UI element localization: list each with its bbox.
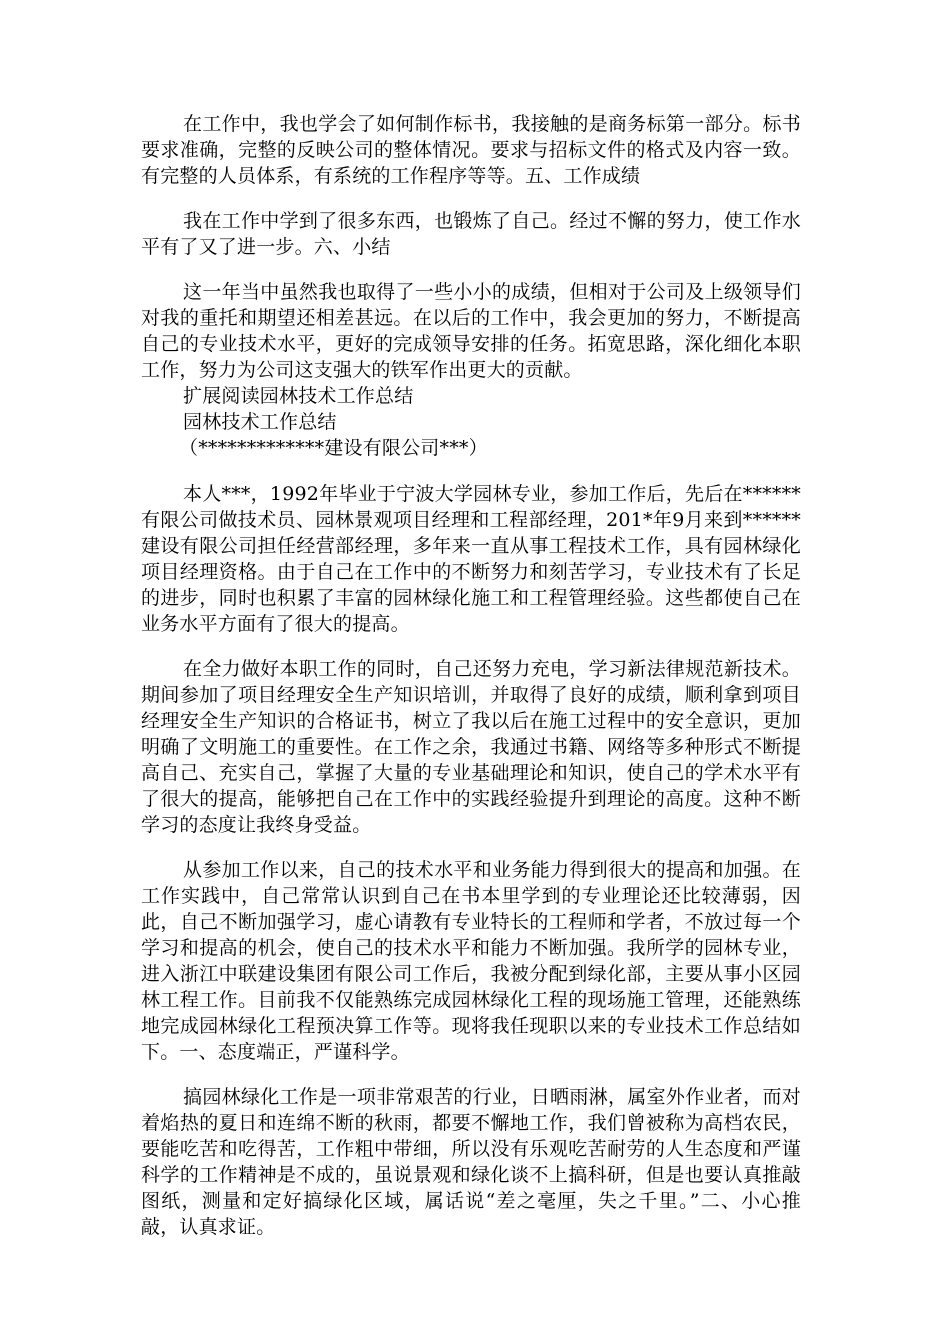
paragraph-work-experience: 从参加工作以来，自己的技术水平和业务能力得到很大的提高和加强。在工作实践中，自己常常认识到自己在书本里学到的专业理论还比较薄弱，因此，自己不断加强学习，虚心请教有专业特长的工程师和学者，不放过每一个学习和提高的机会，使自己的技术水平和能力不断加强。我所学的园林专业，进入浙江中联建设集团有限公司工作后，我被分配到绿化部，主要从事小区园林工程工作。目前我不仅能熟练完成园林绿化工程的现场施工管理，还能熟练地完成园林绿化工程预决算工作等。现将我任现职以来的专业技术工作总结如下。一、态度端正，严谨科学。 [141,859,801,1063]
paragraph-summary: 这一年当中虽然我也取得了一些小小的成绩，但相对于公司及上级领导们对我的重托和期望还相差甚远。在以后的工作中，我会更加的努力，不断提高自己的专业技术水平，更好的完成领导安排的任务。拓宽思路，深化细化本职工作，努力为公司这支强大的铁军作出更大的贡献。 [141,281,801,381]
paragraph-personal-background: 本人***，1992年毕业于宁波大学园林专业，参加工作后，先后在******有限公司做技术员、园林景观项目经理和工程部经理，201*年9月来到******建设有限公司担任经营部经理，多年来一直从事工程技术工作，具有园林绿化项目经理资格。由于自己在工作中的不断努力和刻苦学习，专业技术有了长足的进步，同时也积累了丰富的园林绿化施工和工程管理经验。这些都使自己在业务水平方面有了很大的提高。 [141,483,801,635]
paragraph-landscaping-work: 搞园林绿化工作是一项非常艰苦的行业，日晒雨淋，属室外作业者，而对着焰热的夏日和连绵不断的秋雨，都要不懈地工作，我们曾被称为高档农民，要能吃苦和吃得苦，工作粗中带细，所以没有乐观吃苦耐劳的人生态度和严谨科学的工作精神是不成的，虽说景观和绿化谈不上搞科研，但是也要认真推敲图纸，测量和定好搞绿化区域，属话说“差之毫厘，失之千里。”二、小心推敲，认真求证。 [141,1086,801,1238]
paragraph-bid-writing: 在工作中，我也学会了如何制作标书，我接触的是商务标第一部分。标书要求准确，完整的反映公司的整体情况。要求与招标文件的格式及内容一致。有完整的人员体系，有系统的工作程序等等。五、工作成绩 [141,113,801,187]
paragraph-learning: 我在工作中学到了很多东西，也锻炼了自己。经过不懈的努力，使工作水平有了又了进一步。六、小结 [141,210,801,258]
company-name-line: （*************建设有限公司***） [179,437,488,459]
paragraph-training: 在全力做好本职工作的同时，自己还努力充电，学习新法律规范新技术。期间参加了项目经理安全生产知识培训，并取得了良好的成绩，顺利拿到项目经理安全生产知识的合格证书，树立了我以后在施工过程中的安全意识，更加明确了文明施工的重要性。在工作之余，我通过书籍、网络等多种形式不断提高自己、充实自己，掌握了大量的专业基础理论和知识，使自己的学术水平有了很大的提高，能够把自己在工作中的实践经验提升到理论的高度。这种不断学习的态度让我终身受益。 [141,658,801,836]
extended-reading-heading: 扩展阅读园林技术工作总结 [183,385,414,407]
document-page [141,111,801,1240]
section-title: 园林技术工作总结 [183,411,337,433]
